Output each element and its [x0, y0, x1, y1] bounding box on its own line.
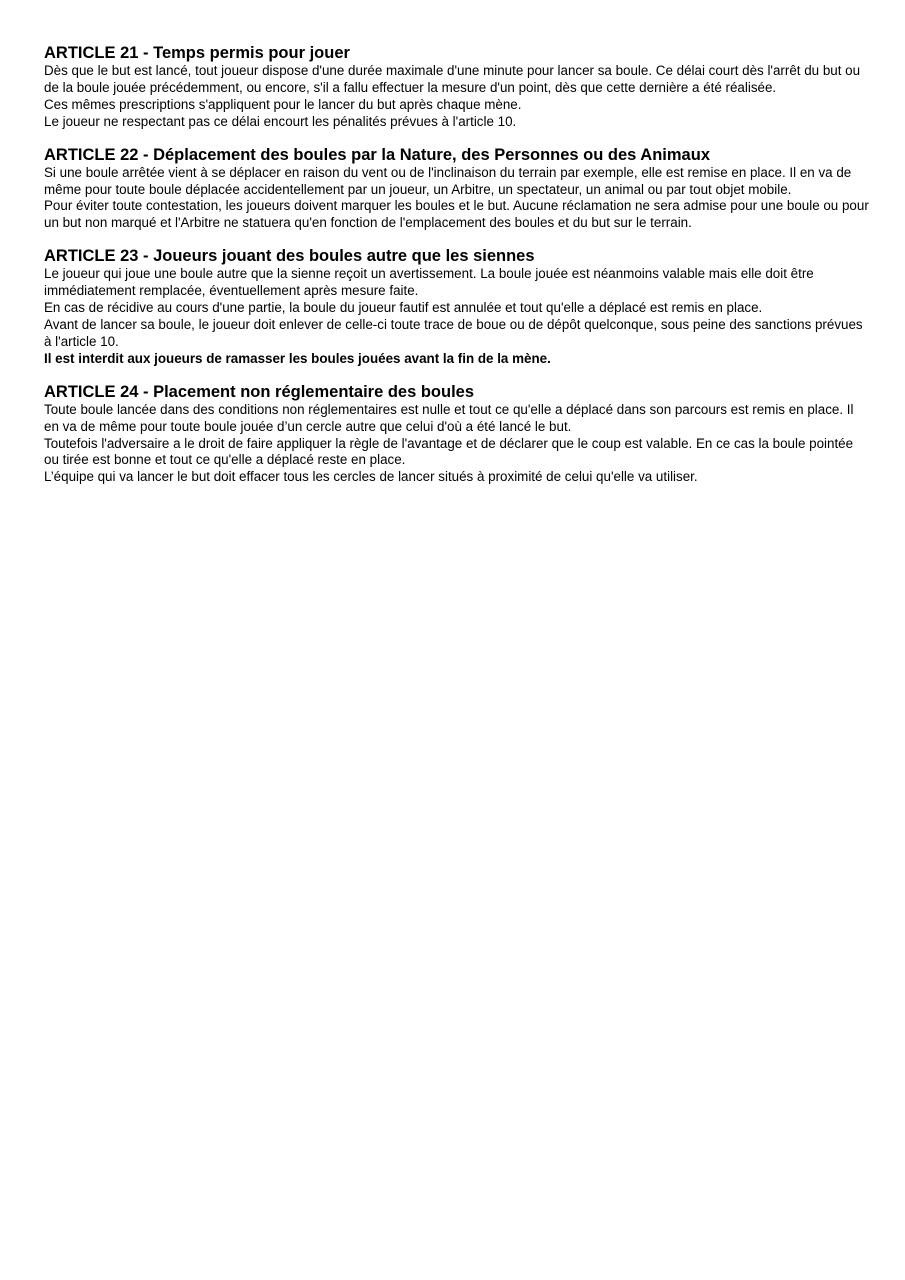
article-paragraph: Avant de lancer sa boule, le joueur doit enlever de celle-ci toute trace de boue ou de dépôt quelconque, sous peine des sanctions prévues à l'article 10. — [44, 316, 863, 349]
article-paragraph: Pour éviter toute contestation, les joueurs doivent marquer les boules et le but. Aucune réclamation ne sera admise pour une boule ou pour un but non marqué et l'Arbitre ne statuera qu'en fonction de l'emplacement des boules et du but sur le terrain. — [44, 198, 869, 231]
article-title: ARTICLE 21 - Temps permis pour jouer — [44, 44, 350, 62]
article-title: ARTICLE 22 - Déplacement des boules par la Nature, des Personnes ou des Animaux — [44, 145, 710, 164]
article-paragraph: Toutefois l'adversaire a le droit de faire appliquer la règle de l'avantage et de déclarer que le coup est valable. En ce cas la boule pointée ou tirée est bonne et tout ce qu'elle a déplacé reste en place. — [44, 435, 854, 468]
article-title: ARTICLE 24 - Placement non réglementaire des boules — [44, 382, 475, 401]
document-page — [44, 44, 869, 501]
article-paragraph: Dès que le but est lancé, tout joueur dispose d'une durée maximale d'une minute pour lancer sa boule. Ce délai court dès l'arrêt du but ou de la boule jouée précédemment, ou encore, s'il a fallu effectuer la mesure d'un point, dès que cette dernière a été réalisée. — [44, 63, 861, 95]
article-23 — [44, 247, 869, 367]
article-paragraph: Toute boule lancée dans des conditions non réglementaires est nulle et tout ce qu'elle a déplacé dans son parcours est remis en place. Il en va de même pour toute boule jouée d’un cercle autre que celui d'où a été lancé le but. — [44, 401, 854, 434]
article-paragraph-emphasis: Il est interdit aux joueurs de ramasser les boules jouées avant la fin de la mène. — [44, 350, 551, 366]
article-paragraph: En cas de récidive au cours d'une partie, la boule du joueur fautif est annulée et tout qu'elle a déplacé est remis en place. — [44, 300, 763, 316]
article-paragraph: Le joueur qui joue une boule autre que la sienne reçoit un avertissement. La boule jouée est néanmoins valable mais elle doit être immédiatement remplacée, éventuellement après mesure faite. — [44, 266, 814, 299]
article-title: ARTICLE 23 - Joueurs jouant des boules autre que les siennes — [44, 247, 535, 266]
article-paragraph: Ces mêmes prescriptions s'appliquent pour le lancer du but après chaque mène. — [44, 96, 522, 112]
article-22 — [44, 146, 869, 233]
article-21 — [44, 44, 869, 131]
article-paragraph: Si une boule arrêtée vient à se déplacer en raison du vent ou de l'inclinaison du terrain par exemple, elle est remise en place. Il en va de même pour toute boule déplacée accidentellement par un joueur, un Arbitre, un spectateur, un animal ou par tout objet mobile. — [44, 164, 852, 197]
article-24 — [44, 383, 869, 487]
article-paragraph: Le joueur ne respectant pas ce délai encourt les pénalités prévues à l'article 10. — [44, 113, 517, 129]
article-paragraph: L’équipe qui va lancer le but doit effacer tous les cercles de lancer situés à proximité de celui qu'elle va utiliser. — [44, 469, 698, 485]
